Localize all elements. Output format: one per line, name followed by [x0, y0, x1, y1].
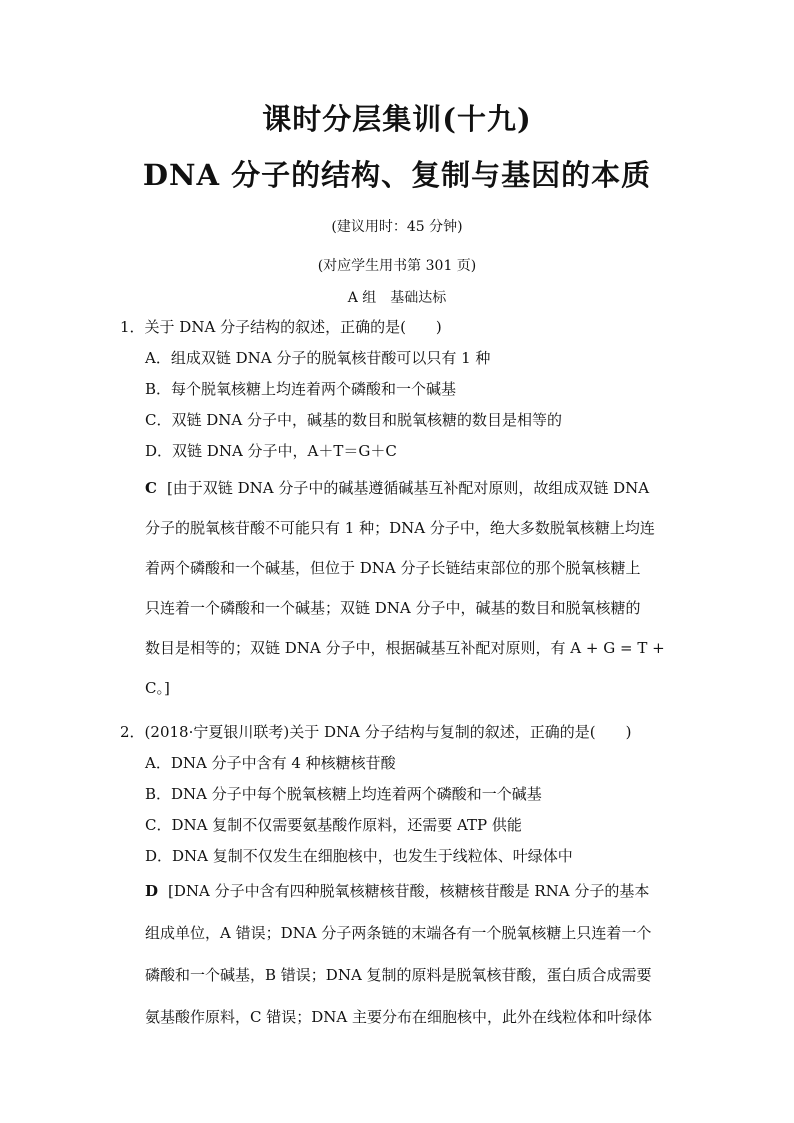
explanation-text: [由于双链 DNA 分子中的碱基遵循碱基互补配对原则，故组成双链 DNA [166, 479, 650, 497]
question-1-option-b: B．每个脱氧核糖上均连着两个磷酸和一个碱基 [145, 380, 457, 398]
question-1-explanation-line: 分子的脱氧核苷酸不可能只有 1 种；DNA 分子中，绝大多数脱氧核糖上均连 [145, 519, 655, 537]
question-2-stem: 2．(2018·宁夏银川联考)关于 DNA 分子结构与复制的叙述，正确的是( ) [120, 723, 632, 741]
question-2-option-b: B．DNA 分子中每个脱氧核糖上均连着两个磷酸和一个碱基 [145, 785, 542, 803]
group-heading: A 组 基础达标 [347, 290, 447, 306]
page-reference: (对应学生用书第 301 页) [317, 258, 477, 274]
question-1-explanation-line [145, 477, 675, 498]
question-2-explanation-line: 组成单位，A 错误；DNA 分子两条链的末端各有一个脱氧核糖上只连着一个 [145, 924, 652, 942]
question-1-option-a: A．组成双链 DNA 分子的脱氧核苷酸可以只有 1 种 [145, 349, 491, 367]
question-2-option-c: C．DNA 复制不仅需要氨基酸作原料，还需要 ATP 供能 [145, 816, 522, 834]
question-1-explanation-line: C。] [145, 679, 170, 697]
question-1-answer-letter: C [145, 479, 157, 497]
question-2-option-a: A．DNA 分子中含有 4 种核糖核苷酸 [145, 754, 396, 772]
time-hint: (建议用时：45 分钟) [331, 219, 463, 235]
page-subtitle: DNA 分子的结构、复制与基因的本质 [142, 158, 652, 192]
question-1-explanation-line: 数目是相等的；双链 DNA 分子中，根据碱基互补配对原则，有 A + G = T + [145, 639, 665, 657]
question-1-explanation-line: 只连着一个磷酸和一个碱基；双链 DNA 分子中，碱基的数目和脱氧核糖的 [145, 599, 641, 617]
question-1-explanation-line: 着两个磷酸和一个碱基，但位于 DNA 分子长链结束部位的那个脱氧核糖上 [145, 559, 641, 577]
explanation-text: [DNA 分子中含有四种脱氧核糖核苷酸，核糖核苷酸是 RNA 分子的基本 [168, 882, 650, 900]
page-title: 课时分层集训(十九) [262, 102, 532, 136]
question-1-stem: 1．关于 DNA 分子结构的叙述，正确的是( ) [120, 318, 442, 336]
question-1-option-c: C．双链 DNA 分子中，碱基的数目和脱氧核糖的数目是相等的 [145, 411, 562, 429]
question-2-explanation-line: 氨基酸作原料，C 错误；DNA 主要分布在细胞核中，此外在线粒体和叶绿体 [145, 1008, 653, 1026]
question-2-option-d: D．DNA 复制不仅发生在细胞核中，也发生于线粒体、叶绿体中 [145, 847, 573, 865]
question-2-explanation-line: 磷酸和一个碱基，B 错误；DNA 复制的原料是脱氧核苷酸，蛋白质合成需要 [145, 966, 652, 984]
question-2-answer-letter: D [145, 882, 159, 900]
question-1-option-d: D．双链 DNA 分子中，A＋T＝G＋C [145, 442, 397, 460]
question-2-explanation-line [145, 880, 675, 901]
